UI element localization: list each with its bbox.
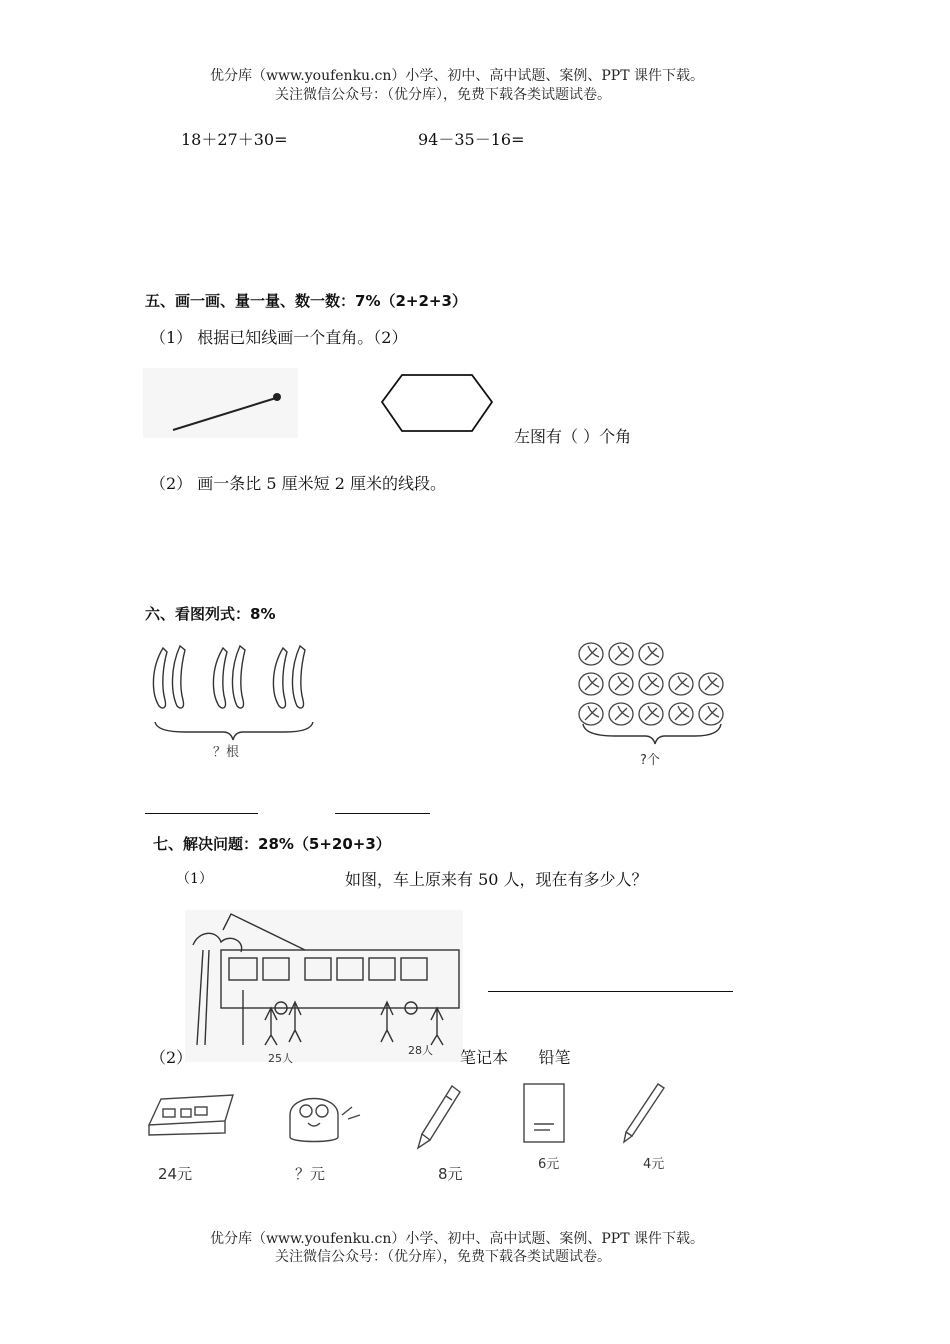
bananas-caption: ？根 — [213, 745, 240, 760]
bus-figure — [185, 910, 463, 1062]
fruit-stripe — [615, 646, 629, 660]
bus-right-label: 28人 — [408, 1044, 433, 1057]
price-5: 4元 — [643, 1157, 665, 1172]
fruit-caption: ?个 — [640, 753, 660, 768]
expression-2: 94－35－16= — [418, 130, 525, 149]
bus-drawing — [185, 910, 463, 1062]
price-4: 6元 — [538, 1157, 560, 1172]
fruit-stripe — [645, 706, 659, 720]
fruit-stripe — [615, 676, 629, 690]
expression-1: 18＋27＋30= — [181, 130, 288, 149]
section-7-question-2-number: （2） — [150, 1048, 193, 1067]
section-5-question-1: （1） 根据已知线画一个直角。（2） — [150, 328, 408, 347]
header-line-2: 关注微信公众号：（优分库），免费下载各类试题试卷。 — [275, 87, 611, 103]
pencil-icon — [620, 1080, 670, 1148]
price-3: 8元 — [438, 1165, 463, 1183]
pen-icon — [410, 1082, 465, 1154]
fruit-stripe — [645, 646, 659, 660]
fruit-stripe — [585, 676, 599, 690]
fruit-stripe — [585, 646, 599, 660]
fruit-stripe — [675, 706, 689, 720]
price-1: 24元 — [158, 1165, 193, 1183]
item-labels: 笔记本 铅笔 — [460, 1048, 571, 1067]
fruit-stripe — [675, 676, 689, 690]
section-5-question-2: （2） 画一条比 5 厘米短 2 厘米的线段。 — [150, 474, 446, 493]
answer-line-2 — [335, 813, 430, 814]
fruit-stripe — [615, 706, 629, 720]
section-7-question-1-text: 如图，车上原来有 50 人，现在有多少人？ — [345, 870, 648, 889]
fruit-stripe — [705, 706, 719, 720]
section-5-title: 五、画一画、量一量、数一数：7%（2+2+3） — [145, 292, 467, 310]
pencil-sharpener-icon — [280, 1085, 370, 1150]
angle-count-question: 左图有（ ）个角 — [514, 427, 632, 446]
answer-line-3 — [488, 991, 733, 992]
section-6-title: 六、看图列式：8% — [145, 605, 276, 623]
footer-line-2: 关注微信公众号：（优分库），免费下载各类试题试卷。 — [275, 1249, 611, 1265]
answer-line-1 — [145, 813, 258, 814]
bus-left-label: 25人 — [268, 1052, 293, 1065]
fruit-stripe — [645, 676, 659, 690]
given-line-drawing — [143, 368, 298, 438]
hexagon-figure — [380, 372, 495, 434]
fruit-stripe — [585, 706, 599, 720]
price-2: ？元 — [295, 1165, 326, 1183]
footer-line-1: 优分库（www.youfenku.cn）小学、初中、高中试题、案例、PPT 课件下载。 — [210, 1231, 705, 1247]
section-7-title: 七、解决问题：28%（5+20+3） — [153, 835, 391, 853]
given-line-figure — [143, 368, 298, 438]
header-line-1: 优分库（www.youfenku.cn）小学、初中、高中试题、案例、PPT 课件下载。 — [210, 68, 705, 84]
fruit-stripe — [705, 676, 719, 690]
pencil-case-icon — [143, 1085, 238, 1145]
notebook-icon — [518, 1080, 573, 1148]
section-7-question-1-number: （1） — [176, 871, 213, 887]
